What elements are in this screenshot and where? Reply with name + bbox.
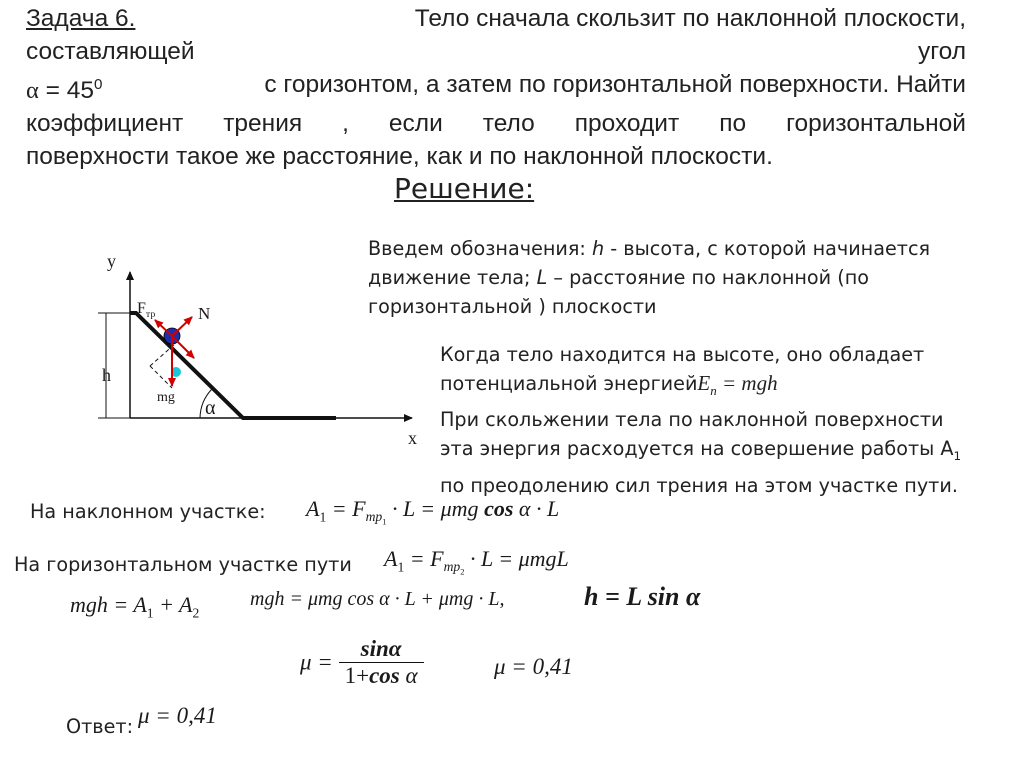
horizontal-A-sub: 1 [397,559,405,575]
problem-line-3-text: с горизонтом, а затем по горизонтальной поверхности. Найти [264,71,966,98]
gravity-label: mg [157,390,175,405]
potential-energy-formula [697,371,778,399]
friction-label-main: F [137,300,146,317]
notation-text-3: движение тела; [368,266,537,289]
expanded-mu-2: μ [438,588,449,610]
horizontal-A: A [384,546,398,571]
incline-mg: mg [451,496,485,521]
notation-L: L [536,266,548,289]
incline-F-subsub: 1 [382,517,387,528]
horizontal-F-sub [443,559,465,578]
incline-F-sub [365,509,387,528]
notation-text-1: Введем обозначения: [368,237,593,260]
problem-line-2-right: угол [917,38,966,65]
energy-line-2 [440,369,961,405]
expanded-term-1: mg cos α · L + [318,588,439,610]
energy-balance-formula [70,592,199,621]
energy-E-sub: п [710,383,717,399]
alpha-symbol: α [26,77,39,105]
expanded-term-2: mg · L, [448,588,505,610]
incline-cos: cos [484,496,514,521]
result-den-one: 1+ [344,663,370,688]
degree-mark: 0 [94,76,103,93]
answer-value: μ = 0,41 [138,703,217,728]
friction-label [137,300,155,320]
energy-line-2-text: потенциальной энергией [440,372,698,395]
horizontal-eq3: mgL [529,546,569,571]
notation-line-3: горизонтальной ) плоскости [368,295,657,318]
result-mu: μ [300,649,312,675]
horizontal-eq2: · L = [464,546,519,571]
notation-paragraph [368,234,930,321]
problem-line-2-left: составляющей [26,38,195,65]
expanded-eq: = [284,588,308,610]
result-formula [300,636,424,689]
h-label: h [102,365,111,385]
incline-eq1: = F [326,496,366,521]
problem-line-1-text: Тело сначала скользит по наклонной плоскости, [414,5,966,32]
horizontal-eq1: = F [404,546,444,571]
expanded-lhs: mgh [250,588,285,610]
normal-arrow [172,317,192,336]
energy-line-5: по преодолению сил трения на этом участке пути. [440,474,958,498]
horizontal-F-subsub: 2 [460,567,465,578]
incline-F-sub-text: тр [365,509,383,525]
answer-label: Ответ: [66,715,134,738]
balance-sub-1: 1 [146,605,154,621]
problem-line-5: поверхности такое же расстояние, как и по наклонной плоскости. [26,143,773,171]
energy-line-4-text: эта энергия расходуется на совершение работы А [440,437,954,461]
result-value: μ = 0,41 [494,654,573,679]
incline-formula [306,496,559,527]
y-axis-label: y [107,251,116,271]
angle-value: = 45 [45,77,95,105]
notation-text-2: - высота, с которой начинается [604,237,931,260]
notation-line-2 [368,263,930,292]
energy-line-1: Когда тело находится на высоте, оно обладает [440,343,925,366]
result-numerator: sinα [339,636,424,663]
height-formula: h = L sin α [584,582,701,611]
energy-rhs: = mgh [716,371,778,395]
result-den-cos: cos [369,663,400,688]
energy-E: E [697,371,711,395]
balance-plus: + A [153,592,193,617]
energy-line-3: При скольжении тела по наклонной поверхности [440,408,944,432]
expanded-formula [250,588,504,611]
horizontal-mu: μ [518,546,530,571]
notation-h: h [592,237,605,260]
incline-eq3: α · L [513,496,560,521]
normal-label: N [198,304,211,323]
incline-A: A [306,496,320,521]
incline-label: На наклонном участке: [30,500,266,523]
incline-mu: μ [440,496,452,521]
result-fraction [339,636,424,689]
balance-eq: = A [107,592,147,617]
result-denominator [339,663,424,689]
problem-label: Задача 6. [26,5,136,32]
energy-line-4 [440,434,961,471]
dashed-helper-line [150,366,172,388]
horizontal-label: На горизонтальном участке пути [14,553,352,576]
gravity-component-arrow [172,336,194,358]
incline-A-sub: 1 [319,509,327,525]
expanded-mu-1: μ [307,588,318,610]
x-axis-label: x [408,428,417,448]
friction-label-sub: тр [145,309,156,321]
problem-line-4: коэффициент трения , если тело проходит по горизонтальной [26,110,966,138]
result-den-alpha: α [399,663,418,688]
balance-lhs: mgh [70,592,108,617]
balance-sub-2: 2 [192,605,200,621]
result-eq: = [311,649,339,675]
energy-paragraph [440,340,961,500]
horizontal-F-sub-text: тр [443,559,461,575]
solution-title: Решение: [394,172,535,205]
incline-eq2: · L = [386,496,441,521]
horizontal-formula [384,546,569,577]
energy-line-4-sub: 1 [953,449,962,464]
alpha-label: α [205,397,216,419]
notation-line-1 [368,234,930,263]
notation-text-4: – расстояние по наклонной (по [547,266,869,289]
